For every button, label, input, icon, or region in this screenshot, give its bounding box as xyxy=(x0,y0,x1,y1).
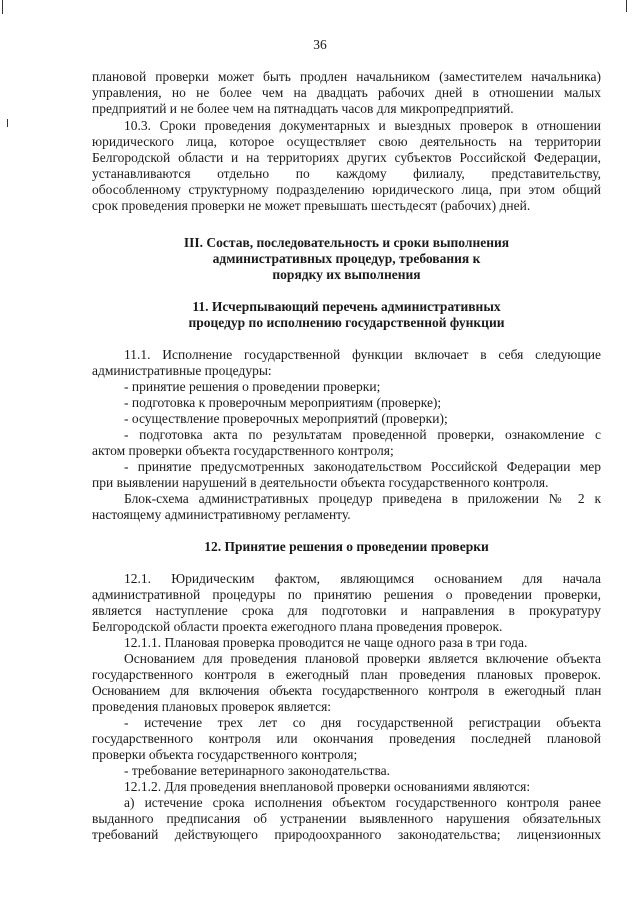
text-line: управления, но не более чем на двадцать рабочих дней в отношении малых xyxy=(92,85,601,100)
text-line: требований действующего природоохранного законодательства; лицензионных xyxy=(92,827,601,842)
text-line: 11.1. Исполнение государственной функции включает в себя следующие xyxy=(124,347,601,362)
paragraph-item-a xyxy=(92,795,601,843)
paragraph-extension-term xyxy=(92,69,601,117)
list-item-act xyxy=(92,427,601,459)
paragraph-10-3 xyxy=(92,118,601,214)
text-line: настоящему административному регламенту. xyxy=(92,507,351,522)
text-line: Основанием для включения объекта государственного контроля в ежегодный план xyxy=(92,683,601,698)
paragraph-planned-basis xyxy=(92,651,601,715)
text-line: административные процедуры: xyxy=(92,363,272,378)
text-line: государственного контроля в ежегодный план проведения плановых проверок. xyxy=(92,667,601,682)
text-line: - принятие предусмотренных законодательством Российской Федерации мер xyxy=(124,459,601,474)
text-line: Блок-схема административных процедур приведена в приложении № 2 к xyxy=(124,491,601,506)
text-line: устанавливаются отдельно по каждому филиалу, представительству, xyxy=(92,166,601,181)
scan-mark-left xyxy=(7,119,8,127)
text-line: предприятий и не более чем на пятнадцать часов для микропредприятий. xyxy=(92,101,514,116)
list-item-three-years xyxy=(92,715,601,763)
list-item-measures xyxy=(92,459,601,491)
scan-mark-top-right xyxy=(626,0,627,12)
text-line: - истечение трех лет со дня государственной регистрации объекта xyxy=(124,715,601,730)
list-item: - подготовка к проверочным мероприятиям (проверке); xyxy=(124,395,442,410)
text-line: а) истечение срока исполнения объектом государственного контроля ранее xyxy=(124,795,601,810)
list-item-vet-law xyxy=(92,763,601,779)
text-line: проверки объекта государственного контроля; xyxy=(92,747,358,762)
paragraph-flowchart-ref xyxy=(92,491,601,523)
heading-line: 11. Исчерпывающий перечень административных xyxy=(192,299,501,314)
heading-line: порядку их выполнения xyxy=(272,267,421,282)
text-line: юридического лица, которое осуществляет свою деятельность на территории xyxy=(92,134,601,149)
text-line: Белгородской области и на территориях других субъектов Российской Федерации, xyxy=(92,150,601,165)
section-12-heading xyxy=(92,539,601,555)
paragraph-12-1-1 xyxy=(92,635,601,651)
text-line: 10.3. Сроки проведения документарных и выездных проверок в отношении xyxy=(124,118,601,133)
text-line: государственного контроля или окончания проведения последней плановой xyxy=(92,731,601,746)
text-line: при выявлении нарушений в деятельности объекта государственного контроля. xyxy=(92,475,549,490)
text-line: - требование ветеринарного законодательства. xyxy=(124,763,391,778)
paragraph-11-1 xyxy=(92,347,601,379)
heading-line: административных процедур, требования к xyxy=(212,251,481,266)
text-line: выданного предписания об устранении выявленного нарушения обязательных xyxy=(92,811,601,826)
heading-line: 12. Принятие решения о проведении проверки xyxy=(204,539,489,554)
text-line: проведения плановых проверок является: xyxy=(92,699,332,714)
text-line: 12.1.1. Плановая проверка проводится не чаще одного раза в три года. xyxy=(124,635,528,650)
paragraph-12-1 xyxy=(92,571,601,635)
heading-line: III. Состав, последовательность и сроки выполнения xyxy=(183,235,510,250)
heading-line: процедур по исполнению государственной функции xyxy=(188,315,505,330)
text-line: 12.1.2. Для проведения внеплановой проверки основаниями являются: xyxy=(124,779,531,794)
text-line: актом проверки объекта государственного контроля; xyxy=(92,443,394,458)
paragraph-12-1-2 xyxy=(92,779,601,795)
text-line: является наступление срока для подготовки и направления в прокуратуру xyxy=(92,603,601,618)
text-line: административной процедуры по принятию решения о проведении проверки, xyxy=(92,587,601,602)
procedure-list xyxy=(92,379,601,427)
text-line: обособленному структурному подразделению юридического лица, при этом общий xyxy=(92,182,601,197)
list-item: - осуществление проверочных мероприятий (проверки); xyxy=(124,411,448,426)
section-3-heading xyxy=(92,235,601,283)
text-line: - подготовка акта по результатам проведенной проверки, ознакомление с xyxy=(124,427,601,442)
text-line: Белгородской области проекта ежегодного плана проведения проверок. xyxy=(92,619,503,634)
text-line: 12.1. Юридическим фактом, являющимся основанием для начала xyxy=(124,571,601,586)
page-number: 36 xyxy=(313,37,327,52)
list-item: - принятие решения о проведении проверки; xyxy=(124,379,381,394)
section-11-heading xyxy=(92,299,601,331)
text-line: Основанием для проведения плановой проверки является включение объекта xyxy=(124,651,601,666)
scan-mark-top-left xyxy=(2,0,3,14)
text-line: срок проведения проверки не может превышать шестьдесят (рабочих) дней. xyxy=(92,198,531,213)
text-line: плановой проверки может быть продлен начальником (заместителем начальника) xyxy=(92,69,601,84)
